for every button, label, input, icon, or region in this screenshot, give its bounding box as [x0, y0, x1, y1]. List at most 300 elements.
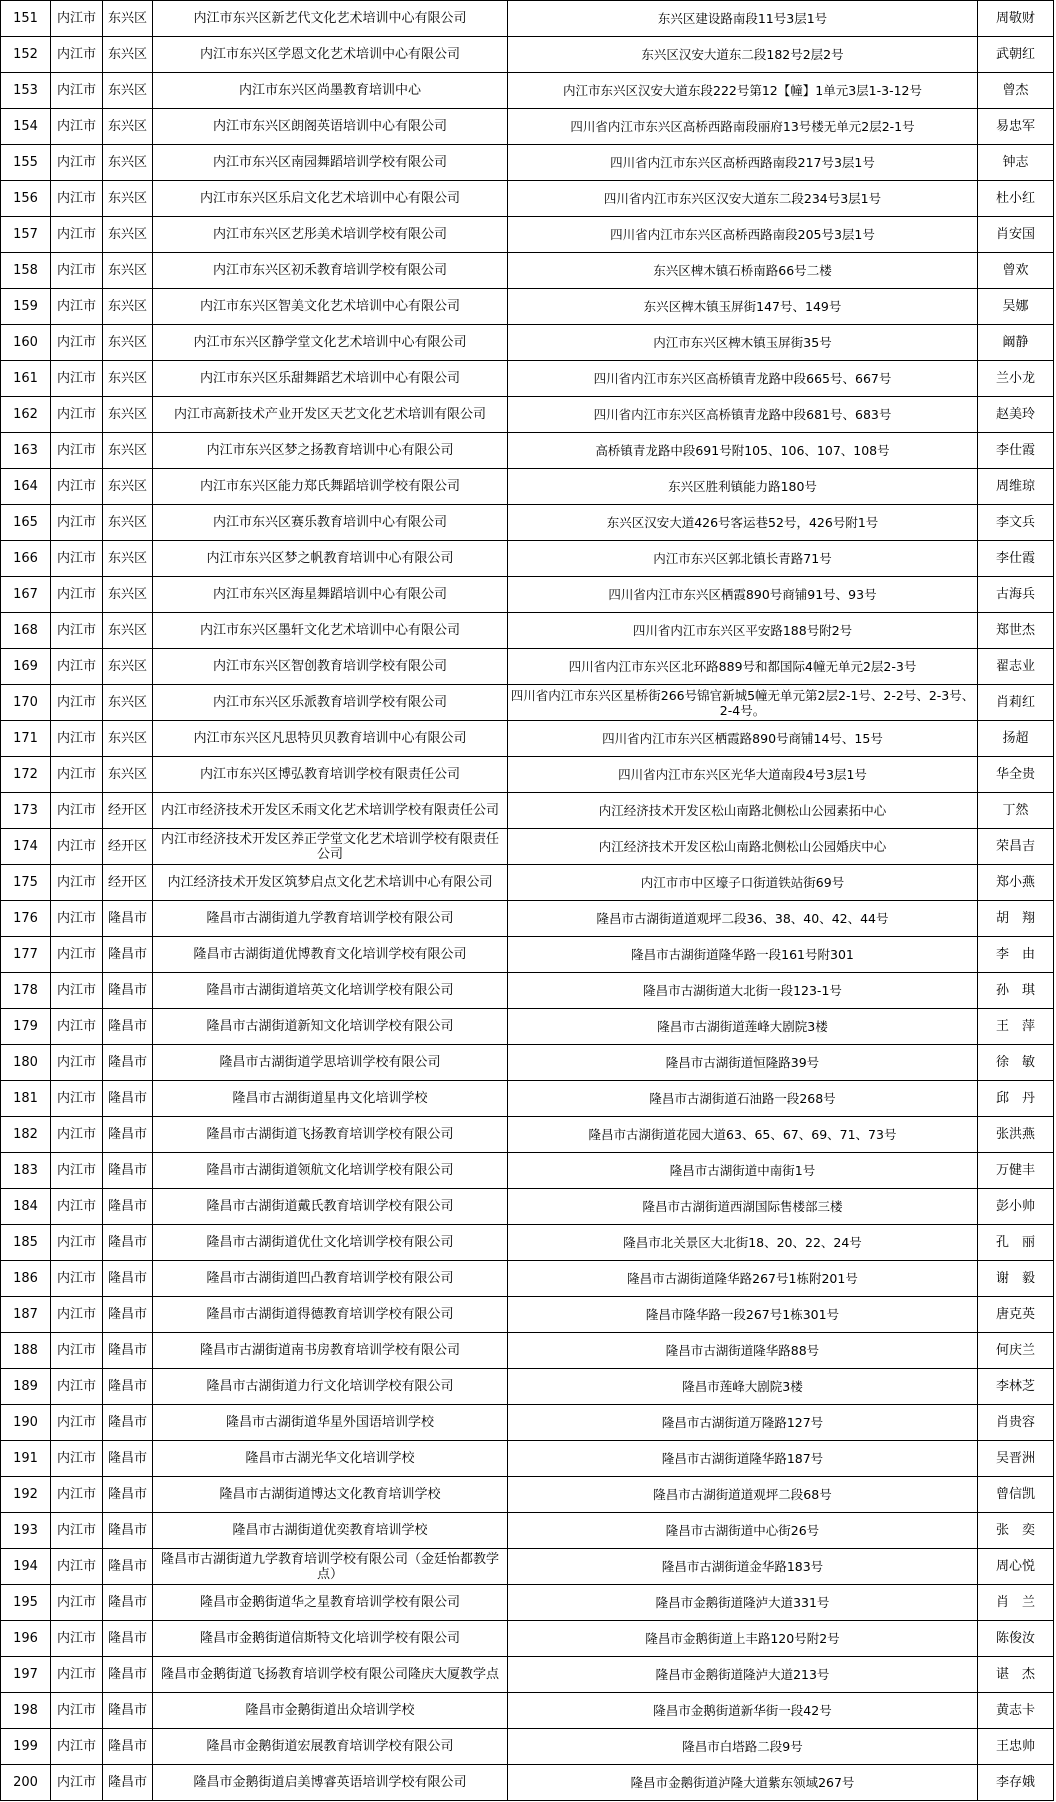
table-row	[1, 37, 1054, 73]
city-cell: 内江市	[51, 289, 103, 325]
address-cell: 内江经济技术开发区松山南路北侧松山公园素拓中心	[508, 793, 978, 829]
city-cell: 内江市	[51, 433, 103, 469]
institution-name-cell: 内江市东兴区乐甜舞蹈艺术培训中心有限公司	[153, 361, 508, 397]
city-cell: 内江市	[51, 1009, 103, 1045]
city-cell: 内江市	[51, 685, 103, 721]
row-number: 154	[1, 109, 51, 145]
table-row	[1, 73, 1054, 109]
address-cell: 隆昌市古湖街道隆华路187号	[508, 1441, 978, 1477]
row-number: 170	[1, 685, 51, 721]
row-number: 173	[1, 793, 51, 829]
row-number: 185	[1, 1225, 51, 1261]
legal-representative-cell: 王忠帅	[978, 1729, 1054, 1765]
institution-name-cell: 隆昌市金鹅街道宏展教育培训学校有限公司	[153, 1729, 508, 1765]
legal-representative-cell: 周心悦	[978, 1549, 1054, 1585]
row-number: 153	[1, 73, 51, 109]
address-cell: 隆昌市古湖街道恒隆路39号	[508, 1045, 978, 1081]
district-cell: 隆昌市	[103, 1369, 153, 1405]
address-cell: 内江市东兴区郭北镇长青路71号	[508, 541, 978, 577]
city-cell: 内江市	[51, 541, 103, 577]
city-cell: 内江市	[51, 1297, 103, 1333]
row-number: 156	[1, 181, 51, 217]
address-cell: 隆昌市古湖街道石油路一段268号	[508, 1081, 978, 1117]
address-cell: 隆昌市隆华路一段267号1栋301号	[508, 1297, 978, 1333]
legal-representative-cell: 扬超	[978, 721, 1054, 757]
district-cell: 隆昌市	[103, 1513, 153, 1549]
address-cell: 四川省内江市东兴区星桥街266号锦官新城5幢无单元第2层2-1号、2-2号、2-3号、2-4号。	[508, 685, 978, 721]
legal-representative-cell: 何庆兰	[978, 1333, 1054, 1369]
district-cell: 隆昌市	[103, 1333, 153, 1369]
table-row	[1, 1549, 1054, 1585]
table-row	[1, 361, 1054, 397]
institution-name-cell: 隆昌市古湖街道优奕教育培训学校	[153, 1513, 508, 1549]
district-cell: 隆昌市	[103, 1585, 153, 1621]
address-cell: 隆昌市白塔路二段9号	[508, 1729, 978, 1765]
legal-representative-cell: 李存娥	[978, 1765, 1054, 1801]
district-cell: 东兴区	[103, 181, 153, 217]
row-number: 166	[1, 541, 51, 577]
table-row	[1, 1693, 1054, 1729]
district-cell: 经开区	[103, 865, 153, 901]
institution-name-cell: 内江市东兴区海星舞蹈培训中心有限公司	[153, 577, 508, 613]
legal-representative-cell: 李文兵	[978, 505, 1054, 541]
city-cell: 内江市	[51, 1225, 103, 1261]
city-cell: 内江市	[51, 757, 103, 793]
address-cell: 东兴区建设路南段11号3层1号	[508, 1, 978, 37]
institution-name-cell: 内江市东兴区博弘教育培训学校有限责任公司	[153, 757, 508, 793]
city-cell: 内江市	[51, 1441, 103, 1477]
table-row	[1, 1261, 1054, 1297]
city-cell: 内江市	[51, 1765, 103, 1801]
table-row	[1, 1765, 1054, 1801]
legal-representative-cell: 吴娜	[978, 289, 1054, 325]
district-cell: 隆昌市	[103, 1189, 153, 1225]
table-row	[1, 829, 1054, 865]
table-row	[1, 1513, 1054, 1549]
row-number: 198	[1, 1693, 51, 1729]
institution-name-cell: 隆昌市古湖街道培英文化培训学校有限公司	[153, 973, 508, 1009]
legal-representative-cell: 易忠军	[978, 109, 1054, 145]
legal-representative-cell: 阚静	[978, 325, 1054, 361]
address-cell: 隆昌市金鹅街道泸隆大道紫东领域267号	[508, 1765, 978, 1801]
city-cell: 内江市	[51, 901, 103, 937]
district-cell: 隆昌市	[103, 1297, 153, 1333]
institution-name-cell: 内江市东兴区初禾教育培训学校有限公司	[153, 253, 508, 289]
address-cell: 隆昌市古湖街道道观坪二段36、38、40、42、44号	[508, 901, 978, 937]
row-number: 183	[1, 1153, 51, 1189]
district-cell: 东兴区	[103, 109, 153, 145]
district-cell: 隆昌市	[103, 937, 153, 973]
table-row	[1, 1225, 1054, 1261]
institution-name-cell: 内江市经济技术开发区禾雨文化艺术培训学校有限责任公司	[153, 793, 508, 829]
table-row	[1, 505, 1054, 541]
row-number: 181	[1, 1081, 51, 1117]
legal-representative-cell: 孙 琪	[978, 973, 1054, 1009]
city-cell: 内江市	[51, 109, 103, 145]
legal-representative-cell: 武朝红	[978, 37, 1054, 73]
legal-representative-cell: 杜小红	[978, 181, 1054, 217]
institution-name-cell: 隆昌市古湖街道星冉文化培训学校	[153, 1081, 508, 1117]
row-number: 192	[1, 1477, 51, 1513]
row-number: 152	[1, 37, 51, 73]
table-row	[1, 649, 1054, 685]
table-row	[1, 685, 1054, 721]
district-cell: 隆昌市	[103, 1405, 153, 1441]
table-row	[1, 1045, 1054, 1081]
address-cell: 四川省内江市东兴区高桥西路南段217号3层1号	[508, 145, 978, 181]
city-cell: 内江市	[51, 1621, 103, 1657]
row-number: 174	[1, 829, 51, 865]
district-cell: 经开区	[103, 829, 153, 865]
legal-representative-cell: 翟志业	[978, 649, 1054, 685]
institution-name-cell: 内江市经济技术开发区养正学堂文化艺术培训学校有限责任公司	[153, 829, 508, 865]
table-row	[1, 289, 1054, 325]
table-row	[1, 1009, 1054, 1045]
table-row	[1, 433, 1054, 469]
city-cell: 内江市	[51, 1369, 103, 1405]
legal-representative-cell: 华全贵	[978, 757, 1054, 793]
city-cell: 内江市	[51, 397, 103, 433]
address-cell: 四川省内江市东兴区高桥镇青龙路中段681号、683号	[508, 397, 978, 433]
table-row	[1, 145, 1054, 181]
table-row	[1, 1153, 1054, 1189]
city-cell: 内江市	[51, 217, 103, 253]
legal-representative-cell: 周敬财	[978, 1, 1054, 37]
address-cell: 隆昌市古湖街道大北街一段123-1号	[508, 973, 978, 1009]
city-cell: 内江市	[51, 469, 103, 505]
city-cell: 内江市	[51, 181, 103, 217]
district-cell: 东兴区	[103, 433, 153, 469]
city-cell: 内江市	[51, 973, 103, 1009]
legal-representative-cell: 郑世杰	[978, 613, 1054, 649]
table-row	[1, 973, 1054, 1009]
institution-name-cell: 隆昌市古湖街道力行文化培训学校有限公司	[153, 1369, 508, 1405]
institution-name-cell: 内江经济技术开发区筑梦启点文化艺术培训中心有限公司	[153, 865, 508, 901]
table-row	[1, 1621, 1054, 1657]
address-cell: 隆昌市古湖街道西湖国际售楼部三楼	[508, 1189, 978, 1225]
legal-representative-cell: 钟志	[978, 145, 1054, 181]
address-cell: 内江市市中区壕子口街道铁站街69号	[508, 865, 978, 901]
city-cell: 内江市	[51, 1549, 103, 1585]
district-cell: 隆昌市	[103, 1477, 153, 1513]
city-cell: 内江市	[51, 1153, 103, 1189]
legal-representative-cell: 黄志卡	[978, 1693, 1054, 1729]
row-number: 199	[1, 1729, 51, 1765]
city-cell: 内江市	[51, 37, 103, 73]
institution-name-cell: 内江市东兴区静学堂文化艺术培训中心有限公司	[153, 325, 508, 361]
address-cell: 隆昌市古湖街道中心街26号	[508, 1513, 978, 1549]
row-number: 171	[1, 721, 51, 757]
table-row	[1, 793, 1054, 829]
district-cell: 东兴区	[103, 649, 153, 685]
address-cell: 四川省内江市东兴区高桥西路南段丽府13号楼无单元2层2-1号	[508, 109, 978, 145]
address-cell: 四川省内江市东兴区栖霞路890号商铺14号、15号	[508, 721, 978, 757]
legal-representative-cell: 徐 敏	[978, 1045, 1054, 1081]
district-cell: 隆昌市	[103, 1621, 153, 1657]
legal-representative-cell: 张 奕	[978, 1513, 1054, 1549]
institution-name-cell: 隆昌市古湖街道九学教育培训学校有限公司	[153, 901, 508, 937]
district-cell: 东兴区	[103, 685, 153, 721]
institution-name-cell: 隆昌市古湖街道凹凸教育培训学校有限公司	[153, 1261, 508, 1297]
row-number: 155	[1, 145, 51, 181]
city-cell: 内江市	[51, 1729, 103, 1765]
address-cell: 高桥镇青龙路中段691号附105、106、107、108号	[508, 433, 978, 469]
address-cell: 隆昌市古湖街道万隆路127号	[508, 1405, 978, 1441]
registry-table-body	[1, 1, 1054, 1801]
institution-name-cell: 隆昌市金鹅街道华之星教育培训学校有限公司	[153, 1585, 508, 1621]
institution-name-cell: 内江市东兴区学恩文化艺术培训中心有限公司	[153, 37, 508, 73]
institution-name-cell: 隆昌市金鹅街道飞扬教育培训学校有限公司隆庆大厦教学点	[153, 1657, 508, 1693]
district-cell: 隆昌市	[103, 1441, 153, 1477]
legal-representative-cell: 肖莉红	[978, 685, 1054, 721]
district-cell: 隆昌市	[103, 1693, 153, 1729]
table-row	[1, 613, 1054, 649]
institution-name-cell: 隆昌市古湖街道九学教育培训学校有限公司（金廷怡都教学点）	[153, 1549, 508, 1585]
row-number: 162	[1, 397, 51, 433]
district-cell: 东兴区	[103, 541, 153, 577]
row-number: 189	[1, 1369, 51, 1405]
address-cell: 东兴区椑木镇石桥南路66号二楼	[508, 253, 978, 289]
city-cell: 内江市	[51, 1405, 103, 1441]
table-row	[1, 577, 1054, 613]
district-cell: 东兴区	[103, 505, 153, 541]
row-number: 197	[1, 1657, 51, 1693]
institution-name-cell: 内江市东兴区尚墨教育培训中心	[153, 73, 508, 109]
city-cell: 内江市	[51, 1585, 103, 1621]
city-cell: 内江市	[51, 1189, 103, 1225]
row-number: 169	[1, 649, 51, 685]
district-cell: 隆昌市	[103, 1657, 153, 1693]
address-cell: 隆昌市莲峰大剧院3楼	[508, 1369, 978, 1405]
row-number: 190	[1, 1405, 51, 1441]
row-number: 178	[1, 973, 51, 1009]
table-row	[1, 217, 1054, 253]
district-cell: 东兴区	[103, 361, 153, 397]
district-cell: 隆昌市	[103, 1729, 153, 1765]
city-cell: 内江市	[51, 1477, 103, 1513]
district-cell: 东兴区	[103, 73, 153, 109]
legal-representative-cell: 谌 杰	[978, 1657, 1054, 1693]
address-cell: 东兴区汉安大道东二段182号2层2号	[508, 37, 978, 73]
table-row	[1, 181, 1054, 217]
district-cell: 东兴区	[103, 289, 153, 325]
institution-name-cell: 隆昌市古湖街道领航文化培训学校有限公司	[153, 1153, 508, 1189]
institution-name-cell: 内江市东兴区智美文化艺术培训中心有限公司	[153, 289, 508, 325]
legal-representative-cell: 张洪燕	[978, 1117, 1054, 1153]
table-row	[1, 1117, 1054, 1153]
district-cell: 东兴区	[103, 721, 153, 757]
address-cell: 四川省内江市东兴区光华大道南段4号3层1号	[508, 757, 978, 793]
institution-name-cell: 隆昌市古湖街道戴氏教育培训学校有限公司	[153, 1189, 508, 1225]
table-row	[1, 253, 1054, 289]
city-cell: 内江市	[51, 1117, 103, 1153]
row-number: 184	[1, 1189, 51, 1225]
table-row	[1, 325, 1054, 361]
address-cell: 四川省内江市东兴区北环路889号和都国际4幢无单元2层2-3号	[508, 649, 978, 685]
address-cell: 隆昌市古湖街道隆华路88号	[508, 1333, 978, 1369]
table-row	[1, 1657, 1054, 1693]
city-cell: 内江市	[51, 721, 103, 757]
district-cell: 东兴区	[103, 37, 153, 73]
table-row	[1, 1585, 1054, 1621]
institution-name-cell: 内江市东兴区新艺代文化艺术培训中心有限公司	[153, 1, 508, 37]
district-cell: 隆昌市	[103, 1009, 153, 1045]
table-row	[1, 1189, 1054, 1225]
institution-name-cell: 隆昌市古湖街道新知文化培训学校有限公司	[153, 1009, 508, 1045]
institution-name-cell: 内江市东兴区智创教育培训学校有限公司	[153, 649, 508, 685]
legal-representative-cell: 肖 兰	[978, 1585, 1054, 1621]
institution-name-cell: 隆昌市古湖街道南书房教育培训学校有限公司	[153, 1333, 508, 1369]
district-cell: 隆昌市	[103, 1117, 153, 1153]
district-cell: 东兴区	[103, 325, 153, 361]
address-cell: 隆昌市古湖街道隆华路267号1栋附201号	[508, 1261, 978, 1297]
table-row	[1, 721, 1054, 757]
table-row	[1, 1081, 1054, 1117]
address-cell: 隆昌市古湖街道道观坪二段68号	[508, 1477, 978, 1513]
row-number: 191	[1, 1441, 51, 1477]
address-cell: 东兴区胜利镇能力路180号	[508, 469, 978, 505]
row-number: 187	[1, 1297, 51, 1333]
city-cell: 内江市	[51, 1657, 103, 1693]
legal-representative-cell: 古海兵	[978, 577, 1054, 613]
address-cell: 隆昌市古湖街道中南街1号	[508, 1153, 978, 1189]
legal-representative-cell: 彭小帅	[978, 1189, 1054, 1225]
district-cell: 东兴区	[103, 577, 153, 613]
table-row	[1, 865, 1054, 901]
row-number: 196	[1, 1621, 51, 1657]
district-cell: 东兴区	[103, 1, 153, 37]
legal-representative-cell: 李林芝	[978, 1369, 1054, 1405]
legal-representative-cell: 胡 翔	[978, 901, 1054, 937]
table-row	[1, 1405, 1054, 1441]
address-cell: 四川省内江市东兴区高桥镇青龙路中段665号、667号	[508, 361, 978, 397]
district-cell: 东兴区	[103, 145, 153, 181]
institution-name-cell: 隆昌市金鹅街道启美博睿英语培训学校有限公司	[153, 1765, 508, 1801]
row-number: 176	[1, 901, 51, 937]
institution-name-cell: 隆昌市古湖光华文化培训学校	[153, 1441, 508, 1477]
city-cell: 内江市	[51, 937, 103, 973]
city-cell: 内江市	[51, 1693, 103, 1729]
legal-representative-cell: 万健丰	[978, 1153, 1054, 1189]
row-number: 163	[1, 433, 51, 469]
legal-representative-cell: 郑小燕	[978, 865, 1054, 901]
city-cell: 内江市	[51, 361, 103, 397]
table-row	[1, 1369, 1054, 1405]
institution-name-cell: 隆昌市古湖街道博达文化教育培训学校	[153, 1477, 508, 1513]
legal-representative-cell: 肖贵容	[978, 1405, 1054, 1441]
row-number: 180	[1, 1045, 51, 1081]
institution-name-cell: 内江市东兴区墨轩文化艺术培训中心有限公司	[153, 613, 508, 649]
address-cell: 隆昌市金鹅街道隆泸大道331号	[508, 1585, 978, 1621]
district-cell: 隆昌市	[103, 1261, 153, 1297]
legal-representative-cell: 荣昌吉	[978, 829, 1054, 865]
city-cell: 内江市	[51, 577, 103, 613]
table-row	[1, 1333, 1054, 1369]
address-cell: 东兴区汉安大道426号客运巷52号，426号附1号	[508, 505, 978, 541]
legal-representative-cell: 孔 丽	[978, 1225, 1054, 1261]
institution-name-cell: 内江市东兴区乐派教育培训学校有限公司	[153, 685, 508, 721]
table-row	[1, 937, 1054, 973]
address-cell: 隆昌市金鹅街道隆泸大道213号	[508, 1657, 978, 1693]
address-cell: 东兴区椑木镇玉屏街147号、149号	[508, 289, 978, 325]
city-cell: 内江市	[51, 73, 103, 109]
row-number: 165	[1, 505, 51, 541]
district-cell: 东兴区	[103, 757, 153, 793]
city-cell: 内江市	[51, 505, 103, 541]
district-cell: 隆昌市	[103, 1225, 153, 1261]
institution-name-cell: 内江市东兴区梦之帆教育培训中心有限公司	[153, 541, 508, 577]
legal-representative-cell: 兰小龙	[978, 361, 1054, 397]
legal-representative-cell: 赵美玲	[978, 397, 1054, 433]
legal-representative-cell: 周维琼	[978, 469, 1054, 505]
institution-name-cell: 内江市东兴区凡思特贝贝教育培训中心有限公司	[153, 721, 508, 757]
address-cell: 隆昌市金鹅街道上丰路120号附2号	[508, 1621, 978, 1657]
legal-representative-cell: 陈俊汝	[978, 1621, 1054, 1657]
address-cell: 隆昌市北关景区大北街18、20、22、24号	[508, 1225, 978, 1261]
table-row	[1, 1297, 1054, 1333]
table-row	[1, 1441, 1054, 1477]
row-number: 194	[1, 1549, 51, 1585]
address-cell: 内江市东兴区汉安大道东段222号第12【幢】1单元3层1-3-12号	[508, 73, 978, 109]
district-cell: 隆昌市	[103, 1765, 153, 1801]
table-row	[1, 1729, 1054, 1765]
legal-representative-cell: 唐克英	[978, 1297, 1054, 1333]
row-number: 200	[1, 1765, 51, 1801]
institution-name-cell: 内江市东兴区朗阁英语培训中心有限公司	[153, 109, 508, 145]
city-cell: 内江市	[51, 1081, 103, 1117]
row-number: 160	[1, 325, 51, 361]
address-cell: 隆昌市古湖街道隆华路一段161号附301	[508, 937, 978, 973]
row-number: 179	[1, 1009, 51, 1045]
institution-name-cell: 隆昌市金鹅街道出众培训学校	[153, 1693, 508, 1729]
address-cell: 隆昌市古湖街道花园大道63、65、67、69、71、73号	[508, 1117, 978, 1153]
table-row	[1, 1477, 1054, 1513]
city-cell: 内江市	[51, 1, 103, 37]
district-cell: 东兴区	[103, 253, 153, 289]
row-number: 168	[1, 613, 51, 649]
address-cell: 隆昌市古湖街道莲峰大剧院3楼	[508, 1009, 978, 1045]
table-row	[1, 469, 1054, 505]
address-cell: 四川省内江市东兴区高桥西路南段205号3层1号	[508, 217, 978, 253]
address-cell: 隆昌市古湖街道金华路183号	[508, 1549, 978, 1585]
institution-name-cell: 内江市东兴区能力郑氏舞蹈培训学校有限公司	[153, 469, 508, 505]
row-number: 161	[1, 361, 51, 397]
city-cell: 内江市	[51, 649, 103, 685]
city-cell: 内江市	[51, 829, 103, 865]
table-row	[1, 757, 1054, 793]
institution-name-cell: 内江市高新技术产业开发区天艺文化艺术培训有限公司	[153, 397, 508, 433]
table-row	[1, 109, 1054, 145]
district-cell: 东兴区	[103, 397, 153, 433]
institution-name-cell: 隆昌市古湖街道优仕文化培训学校有限公司	[153, 1225, 508, 1261]
row-number: 195	[1, 1585, 51, 1621]
institution-name-cell: 内江市东兴区赛乐教育培训中心有限公司	[153, 505, 508, 541]
address-cell: 四川省内江市东兴区汉安大道东二段234号3层1号	[508, 181, 978, 217]
city-cell: 内江市	[51, 793, 103, 829]
institution-name-cell: 内江市东兴区乐启文化艺术培训中心有限公司	[153, 181, 508, 217]
institution-name-cell: 内江市东兴区艺彤美术培训学校有限公司	[153, 217, 508, 253]
institution-name-cell: 隆昌市金鹅街道信斯特文化培训学校有限公司	[153, 1621, 508, 1657]
table-row	[1, 1, 1054, 37]
institution-name-cell: 隆昌市古湖街道学思培训学校有限公司	[153, 1045, 508, 1081]
row-number: 175	[1, 865, 51, 901]
city-cell: 内江市	[51, 145, 103, 181]
district-cell: 隆昌市	[103, 1045, 153, 1081]
row-number: 177	[1, 937, 51, 973]
address-cell: 隆昌市金鹅街道新华街一段42号	[508, 1693, 978, 1729]
row-number: 188	[1, 1333, 51, 1369]
row-number: 158	[1, 253, 51, 289]
